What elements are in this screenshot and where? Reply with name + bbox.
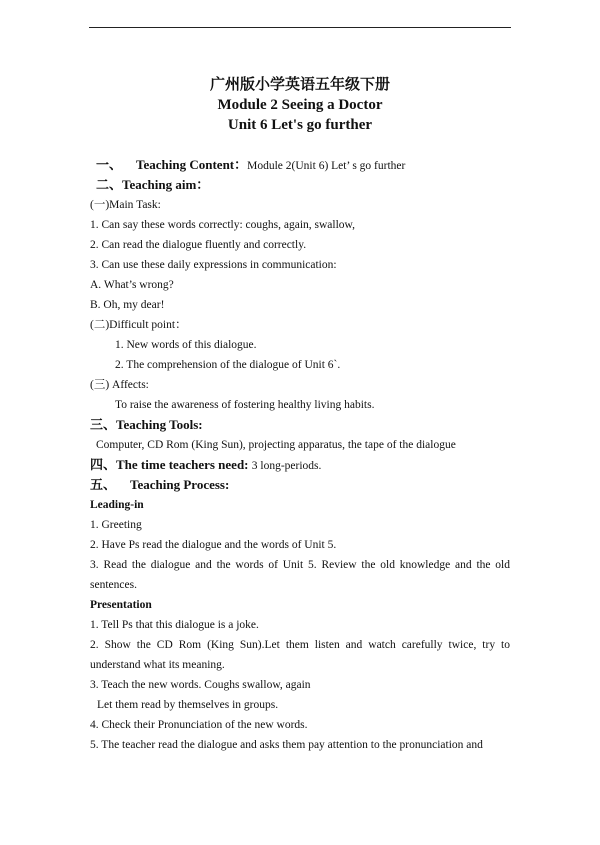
- list-item: 2. Have Ps read the dialogue and the words of Unit 5.: [90, 539, 337, 551]
- section-label: Teaching aim：: [122, 177, 210, 192]
- document-body: [90, 155, 510, 755]
- section-number: 五、: [90, 477, 117, 492]
- section-value: Module 2(Unit 6) Let’ s go further: [247, 160, 406, 172]
- affects-text: To raise the awareness of fostering healthy living habits.: [115, 399, 375, 411]
- section-label: The time teachers need:: [116, 457, 249, 472]
- section-teaching-content: [90, 155, 510, 175]
- difficult-point-label: (二)Difficult point：: [90, 319, 187, 331]
- section-number: 一、: [96, 157, 123, 172]
- section-number: 三、: [90, 417, 117, 432]
- list-item: 1. New words of this dialogue.: [115, 339, 257, 351]
- section-teaching-process: [90, 475, 510, 495]
- title-chinese: 广州版小学英语五年级下册: [209, 77, 390, 93]
- presentation-heading: Presentation: [90, 599, 152, 611]
- leading-in-heading: Leading-in: [90, 499, 144, 511]
- list-item: 3. Can use these daily expressions in communication:: [90, 259, 337, 271]
- list-item: 2. Show the CD Rom (King Sun).Let them listen and watch carefully twice, try to understand what its meaning.: [90, 639, 510, 671]
- section-teaching-aim: [90, 175, 510, 195]
- affects-label: (三) Affects:: [90, 379, 149, 391]
- list-item: 1. Tell Ps that this dialogue is a joke.: [90, 619, 259, 631]
- section-number: 四、: [90, 457, 117, 472]
- section-teaching-tools: [90, 415, 510, 435]
- section-number: 二、: [96, 177, 123, 192]
- tools-text: Computer, CD Rom (King Sun), projecting apparatus, the tape of the dialogue: [96, 439, 456, 451]
- list-item: 3. Read the dialogue and the words of Unit 5. Review the old knowledge and the old sentences.: [90, 559, 510, 591]
- list-item: 4. Check their Pronunciation of the new words.: [90, 719, 308, 731]
- list-item: 1. Greeting: [90, 519, 142, 531]
- document-title-block: [0, 75, 600, 135]
- list-item: Let them read by themselves in groups.: [97, 699, 279, 711]
- list-item: 2. The comprehension of the dialogue of Unit 6`.: [115, 359, 341, 371]
- section-time-needed: [90, 455, 510, 475]
- list-item: 2. Can read the dialogue fluently and correctly.: [90, 239, 307, 251]
- header-rule: [89, 27, 511, 28]
- main-task-label: (一)Main Task:: [90, 199, 161, 211]
- list-item: B. Oh, my dear!: [90, 299, 165, 311]
- section-label: Teaching Tools:: [116, 417, 203, 432]
- title-unit: Unit 6 Let's go further: [227, 117, 373, 133]
- section-value: 3 long-periods.: [251, 460, 322, 472]
- list-item: 1. Can say these words correctly: coughs, again, swallow,: [90, 219, 355, 231]
- list-item: A. What’s wrong?: [90, 279, 174, 291]
- section-label: Teaching Process:: [130, 477, 230, 492]
- title-module: Module 2 Seeing a Doctor: [217, 97, 383, 113]
- list-item: 5. The teacher read the dialogue and asks them pay attention to the pronunciation and: [90, 739, 483, 751]
- section-label: Teaching Content：: [136, 157, 248, 172]
- list-item: 3. Teach the new words. Coughs swallow, again: [90, 679, 311, 691]
